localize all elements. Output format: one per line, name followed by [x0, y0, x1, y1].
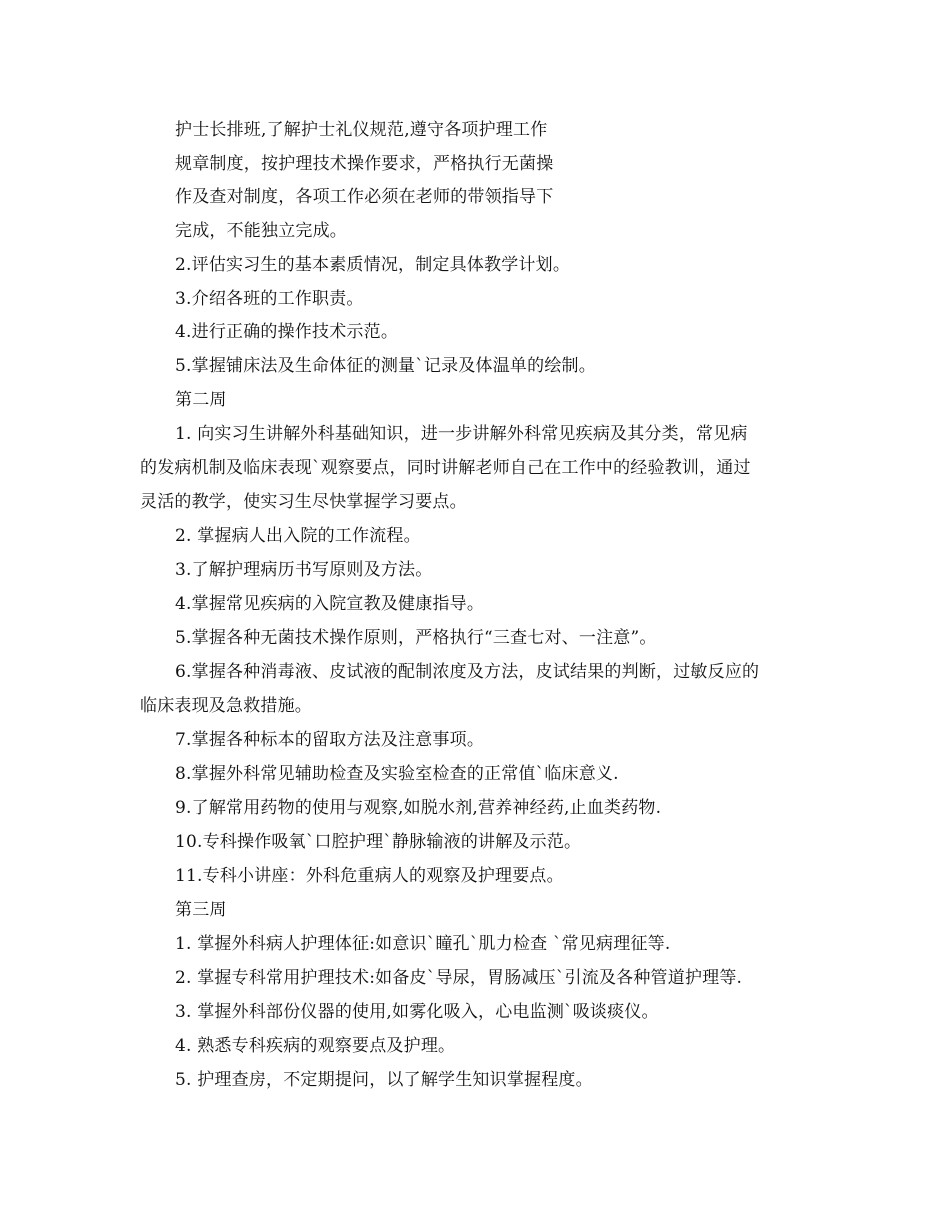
- list-item: 4.掌握常见疾病的入院宣教及健康指导。: [175, 594, 485, 614]
- list-item: 5. 护理查房，不定期提问，以了解学生知识掌握程度。: [175, 1070, 593, 1090]
- list-item: 7.掌握各种标本的留取方法及注意事项。: [175, 730, 485, 750]
- list-item: 3.介绍各班的工作职责。: [175, 289, 364, 309]
- section-heading-week-2: 第二周: [175, 390, 227, 410]
- list-item: 5.掌握铺床法及生命体征的测量`记录及体温单的绘制。: [175, 356, 596, 376]
- list-item: 2. 掌握病人出入院的工作流程。: [175, 526, 421, 546]
- list-item: 6.掌握各种消毒液、皮试液的配制浓度及方法，皮试结果的判断，过敏反应的: [175, 662, 760, 682]
- list-item: 2. 掌握专科常用护理技术:如备皮`导尿，胃肠减压`引流及各种管道护理等.: [175, 968, 743, 988]
- section-heading-week-3: 第三周: [175, 900, 227, 920]
- list-item: 11.专科小讲座：外科危重病人的观察及护理要点。: [175, 866, 564, 886]
- list-item: 3.了解护理病历书写原则及方法。: [175, 560, 433, 580]
- list-item: 2.评估实习生的基本素质情况，制定具体教学计划。: [175, 255, 571, 275]
- text-line: 护士长排班,了解护士礼仪规范,遵守各项护理工作: [175, 120, 548, 140]
- list-item: 9.了解常用药物的使用与观察,如脱水剂,营养神经药,止血类药物.: [175, 798, 662, 818]
- list-item: 8.掌握外科常见辅助检查及实验室检查的正常值`临床意义.: [175, 764, 619, 784]
- list-item: 1. 掌握外科病人护理体征:如意识`瞳孔`肌力检查 `常见病理征等.: [175, 934, 671, 954]
- text-line: 的发病机制及临床表现`观察要点，同时讲解老师自己在工作中的经验教训，通过: [140, 458, 751, 478]
- list-item: 10.专科操作吸氧`口腔护理`静脉输液的讲解及示范。: [175, 832, 582, 852]
- list-item: 5.掌握各种无菌技术操作原则，严格执行“三查七对、一注意”。: [175, 628, 657, 648]
- list-item: 3. 掌握外科部份仪器的使用,如雾化吸入，心电监测`吸谈痰仪。: [175, 1002, 659, 1022]
- list-item: 4. 熟悉专科疾病的观察要点及护理。: [175, 1036, 456, 1056]
- text-line: 完成，不能独立完成。: [175, 221, 347, 241]
- text-line: 规章制度，按护理技术操作要求，严格执行无菌操: [175, 154, 554, 174]
- list-item: 4.进行正确的操作技术示范。: [175, 322, 399, 342]
- list-item: 1. 向实习生讲解外科基础知识，进一步讲解外科常见疾病及其分类，常见病: [175, 424, 748, 444]
- text-line: 作及查对制度，各项工作必须在老师的带领指导下: [175, 187, 554, 207]
- text-line: 临床表现及急救措施。: [140, 696, 312, 716]
- text-line: 灵活的教学，使实习生尽快掌握学习要点。: [140, 492, 467, 512]
